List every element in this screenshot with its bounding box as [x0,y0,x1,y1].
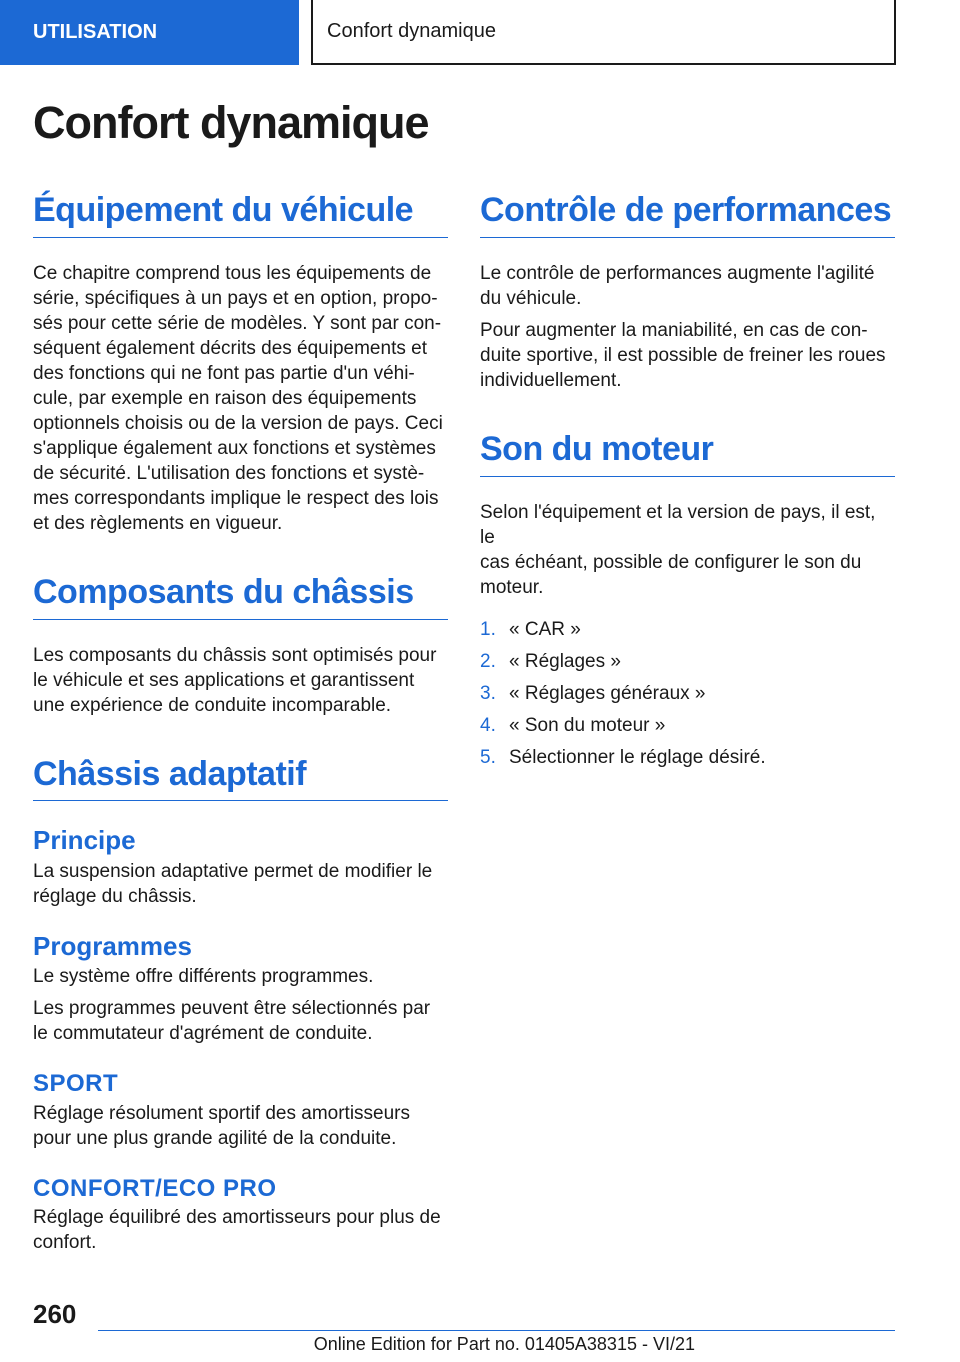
step-number: 1. [480,618,496,640]
subheading-programs: Programmes [33,930,192,961]
left-column [33,190,448,1255]
equipment-paragraph [33,261,448,536]
performance-paragraph-1 [480,261,895,311]
equipment-line: mes correspondants implique le respect des lois [33,487,439,509]
heading-engine-sound: Son du moteur [480,429,895,477]
subheading-principle: Principe [33,825,136,856]
heading-chassis-components: Composants du châssis [33,572,448,620]
equipment-line: optionnels choisis ou de la version de pays. Ceci [33,412,443,434]
heading-equipment: Équipement du véhicule [33,190,448,238]
chassis-components-paragraph [33,643,448,718]
performance-line: individuellement. [480,369,622,391]
performance-line: Pour augmenter la maniabilité, en cas de con‐ [480,319,868,341]
comfort-line: confort. [33,1232,97,1254]
list-item [480,745,895,770]
header-chapter-label: Confort dynamique [327,20,496,42]
list-item [480,649,895,674]
step-text: « Réglages » [509,650,621,672]
comfort-line: Réglage équilibré des amortisseurs pour plus de [33,1207,441,1229]
list-item [480,681,895,706]
footer-edition: Online Edition for Part no. 01405A38315 - VI/21 [313,1334,695,1354]
programs-line: le commutateur d'agrément de conduite. [33,1022,373,1044]
page-title: Confort dynamique [33,97,429,148]
principle-paragraph [33,859,448,909]
performance-paragraph-2 [480,318,895,393]
equipment-line: séquent également décrits des équipements et [33,337,427,359]
engine-sound-line: moteur. [480,576,544,598]
performance-line: du véhicule. [480,287,582,309]
heading-performance-control: Contrôle de performances [480,190,895,238]
programs-line: Les programmes peuvent être sélectionnés par [33,997,431,1019]
equipment-line: des fonctions qui ne font pas partie d'un véhi‐ [33,362,415,384]
performance-line: Le contrôle de performances augmente l'agilité [480,262,875,284]
programs-paragraph-2 [33,996,448,1046]
engine-sound-steps [480,617,895,770]
equipment-line: Ce chapitre comprend tous les équipements de [33,262,432,284]
step-number: 2. [480,650,496,672]
chassis-components-line: le véhicule et ses applications et garantissent [33,669,415,691]
sport-line: pour une plus grande agilité de la conduite. [33,1127,397,1149]
header-chapter-tab [311,0,896,65]
step-text: Sélectionner le réglage désiré. [509,746,766,768]
comfort-paragraph [33,1205,448,1255]
header-section-label: UTILISATION [33,21,158,43]
equipment-line: cule, par exemple en raison des équipements [33,387,417,409]
engine-sound-paragraph [480,500,895,600]
header-section-tab [0,0,299,65]
principle-line: La suspension adaptative permet de modifier le [33,860,433,882]
equipment-line: s'applique également aux fonctions et systèmes [33,437,436,459]
step-text: « CAR » [509,618,581,640]
performance-line: duite sportive, il est possible de freiner les roues [480,344,886,366]
step-number: 3. [480,682,496,704]
sport-line: Réglage résolument sportif des amortisseurs [33,1102,411,1124]
chassis-components-line: une expérience de conduite incomparable. [33,694,392,716]
step-text: « Réglages généraux » [509,682,706,704]
engine-sound-line: Selon l'équipement et la version de pays, il est, le [480,501,876,548]
page-number: 260 [33,1299,77,1329]
programs-paragraph-1: Le système offre différents programmes. [33,965,374,987]
equipment-line: sés pour cette série de modèles. Y sont par con‐ [33,312,442,334]
chassis-components-line: Les composants du châssis sont optimisés pour [33,644,437,666]
right-column [480,190,895,777]
heading-adaptive-chassis: Châssis adaptatif [33,754,448,802]
sport-paragraph [33,1101,448,1151]
step-text: « Son du moteur » [509,714,666,736]
equipment-line: de sécurité. L'utilisation des fonctions et systè‐ [33,462,425,484]
equipment-line: et des règlements en vigueur. [33,512,283,534]
equipment-line: série, spécifiques à un pays et en option, propo‐ [33,287,438,309]
list-item [480,617,895,642]
principle-line: réglage du châssis. [33,885,197,907]
step-number: 4. [480,714,496,736]
subheading-sport: SPORT [33,1069,119,1097]
engine-sound-line: cas échéant, possible de configurer le son du [480,551,862,573]
footer-divider [98,1330,895,1331]
list-item [480,713,895,738]
subheading-comfort-eco-pro: CONFORT/ECO PRO [33,1174,277,1202]
step-number: 5. [480,746,496,768]
